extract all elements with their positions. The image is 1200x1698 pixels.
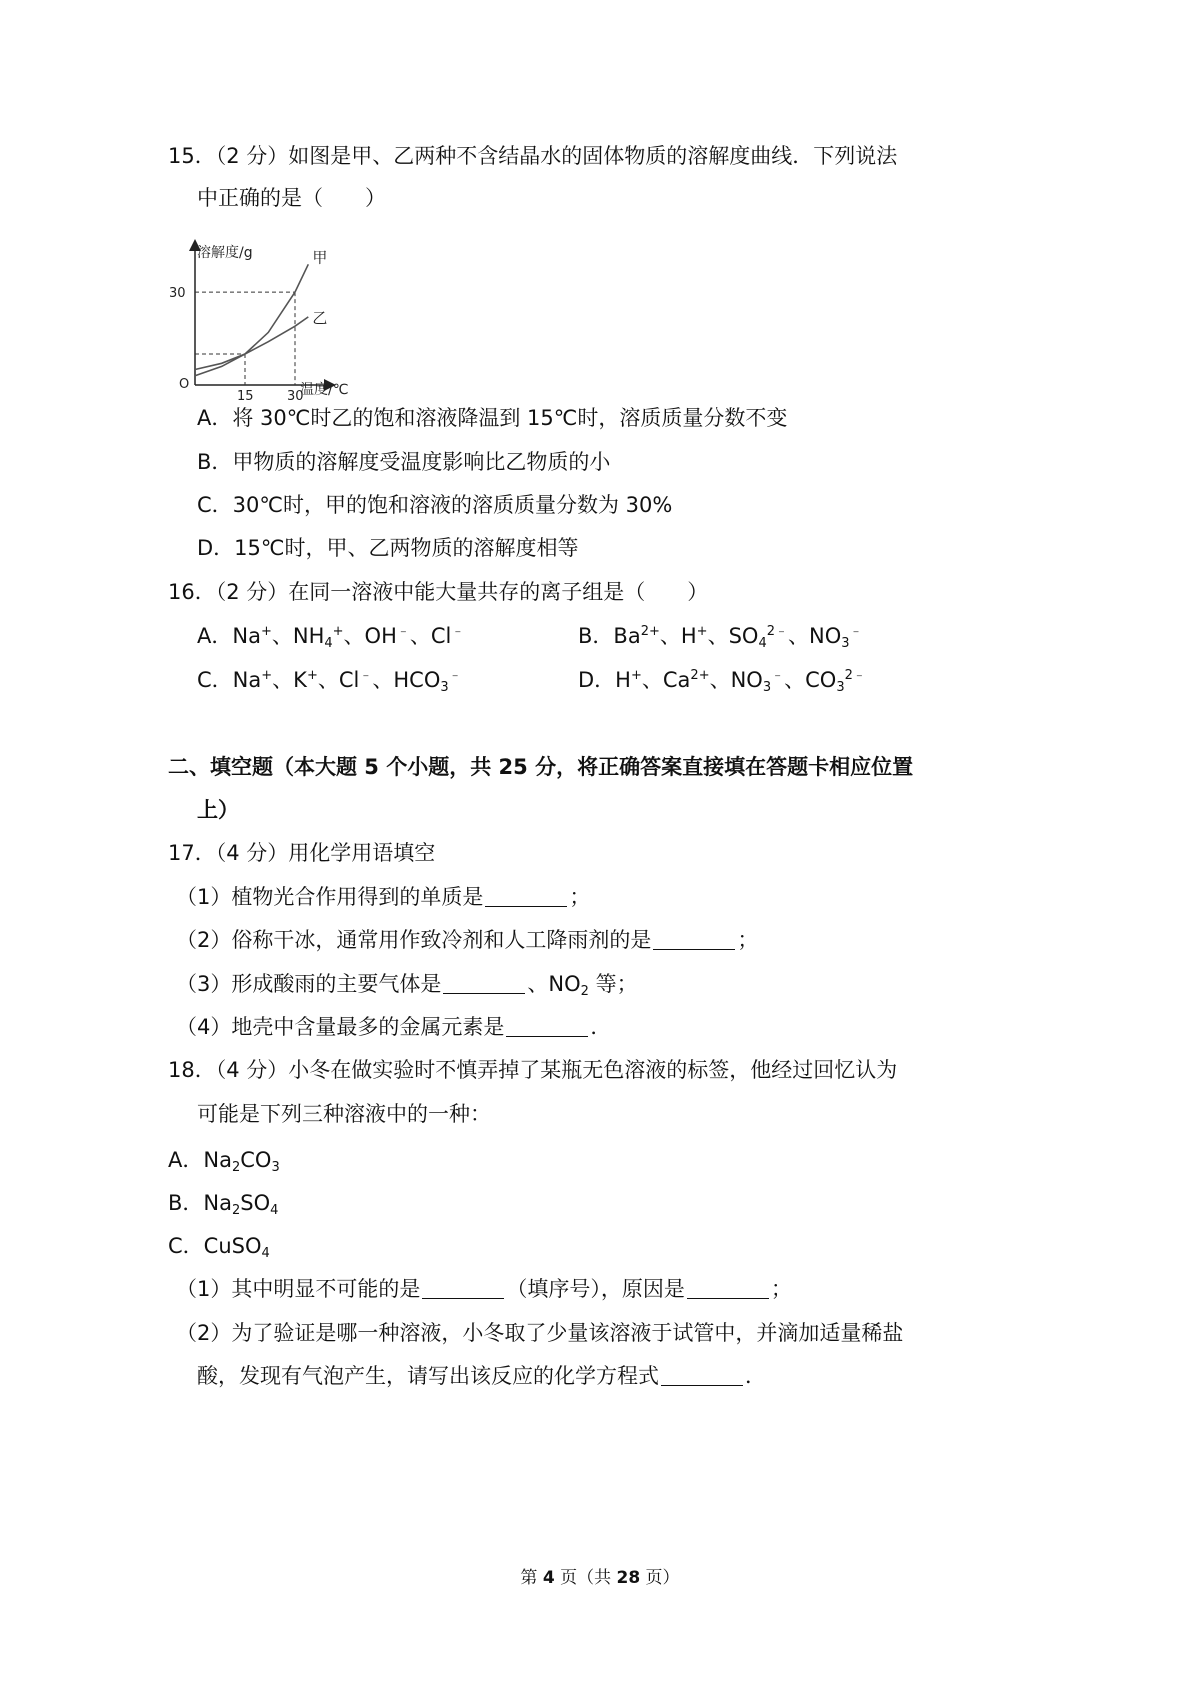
q18-part1: （1）其中明显不可能的是 （填序号），原因是 ；	[176, 1277, 792, 1301]
answer-blank[interactable]	[506, 1018, 588, 1037]
q18-part2-line2: 酸，发现有气泡产生，请写出该反应的化学方程式 ．	[197, 1364, 766, 1388]
x-axis-label: 温度/℃	[300, 382, 349, 398]
answer-blank[interactable]	[422, 1280, 504, 1299]
q18-option-a: A．$Na_2CO_3$	[168, 1148, 280, 1175]
series-label: 乙	[312, 308, 328, 327]
y-tick-label: 30	[169, 286, 186, 302]
q17-stem: 17．（4 分）用化学用语填空	[168, 841, 436, 865]
chart-labels	[169, 248, 327, 404]
section2-title-line1: 二、填空题（本大题 5 个小题，共 25 分，将正确答案直接填在答题卡相应位置	[168, 755, 914, 779]
q18-option-b: B．$Na_2SO_4$	[168, 1191, 279, 1218]
q17-part3: （3）形成酸雨的主要气体是 、$NO_2$ 等；	[176, 972, 638, 999]
page-footer: 第 4 页（共 28 页）	[520, 1568, 680, 1588]
section2-title-line2: 上）	[197, 798, 239, 822]
q18-stem-line2: 可能是下列三种溶液中的一种：	[197, 1102, 491, 1126]
q15-option-d: D．15℃时，甲、乙两物质的溶解度相等	[197, 536, 579, 560]
q15-option-c: C．30℃时，甲的饱和溶液的溶质质量分数为 30%	[197, 493, 673, 517]
series-line-yi	[195, 317, 308, 376]
q16-option-a: A．Na+、$NH_4^+$、OH﹣、Cl﹣	[197, 624, 465, 651]
q15-stem-line1: 15．（2 分）如图是甲、乙两种不含结晶水的固体物质的溶解度曲线．下列说法	[168, 144, 898, 168]
q18-part2-line1: （2）为了验证是哪一种溶液，小冬取了少量该溶液于试管中，并滴加适量稀盐	[176, 1321, 904, 1345]
series-lines	[195, 264, 308, 375]
answer-blank[interactable]	[485, 888, 567, 907]
answer-blank[interactable]	[687, 1280, 769, 1299]
series-label: 甲	[312, 248, 328, 267]
answer-blank[interactable]	[661, 1367, 743, 1386]
q16-option-b: B．$Ba^{2+}$、H+、$SO_4^{2﹣}$、$NO_3^﹣$	[578, 624, 863, 651]
q17-part1: （1）植物光合作用得到的单质是 ；	[176, 885, 591, 909]
q16-option-d: D．H+、$Ca^{2+}$、$NO_3^﹣$、$CO_3^{2﹣}$	[578, 668, 866, 695]
q15-option-a: A．将 30℃时乙的饱和溶液降温到 15℃时，溶质质量分数不变	[197, 406, 788, 430]
solubility-chart	[169, 245, 360, 404]
q17-part2: （2）俗称干冰，通常用作致冷剂和人工降雨剂的是 ；	[176, 928, 759, 952]
x-tick-label: 30	[287, 389, 304, 404]
q15-stem-line2: 中正确的是（ ）	[197, 186, 386, 210]
q16-option-c: C．Na+、K+、Cl﹣、$HCO_3^﹣$	[197, 668, 462, 695]
q16-stem: 16．（2 分）在同一溶液中能大量共存的离子组是（ ）	[168, 580, 709, 604]
answer-blank[interactable]	[443, 975, 525, 994]
origin-label: O	[179, 377, 190, 392]
q18-option-c: C．CuSO$_4$	[168, 1234, 270, 1261]
q17-part4: （4）地壳中含量最多的金属元素是 ．	[176, 1015, 612, 1039]
answer-blank[interactable]	[653, 931, 735, 950]
x-tick-label: 15	[237, 389, 254, 404]
y-axis-label: 溶解度/g	[197, 245, 253, 261]
q15-option-b: B．甲物质的溶解度受温度影响比乙物质的小	[197, 450, 611, 474]
q18-stem-line1: 18．（4 分）小冬在做实验时不慎弄掉了某瓶无色溶液的标签，他经过回忆认为	[168, 1058, 898, 1082]
